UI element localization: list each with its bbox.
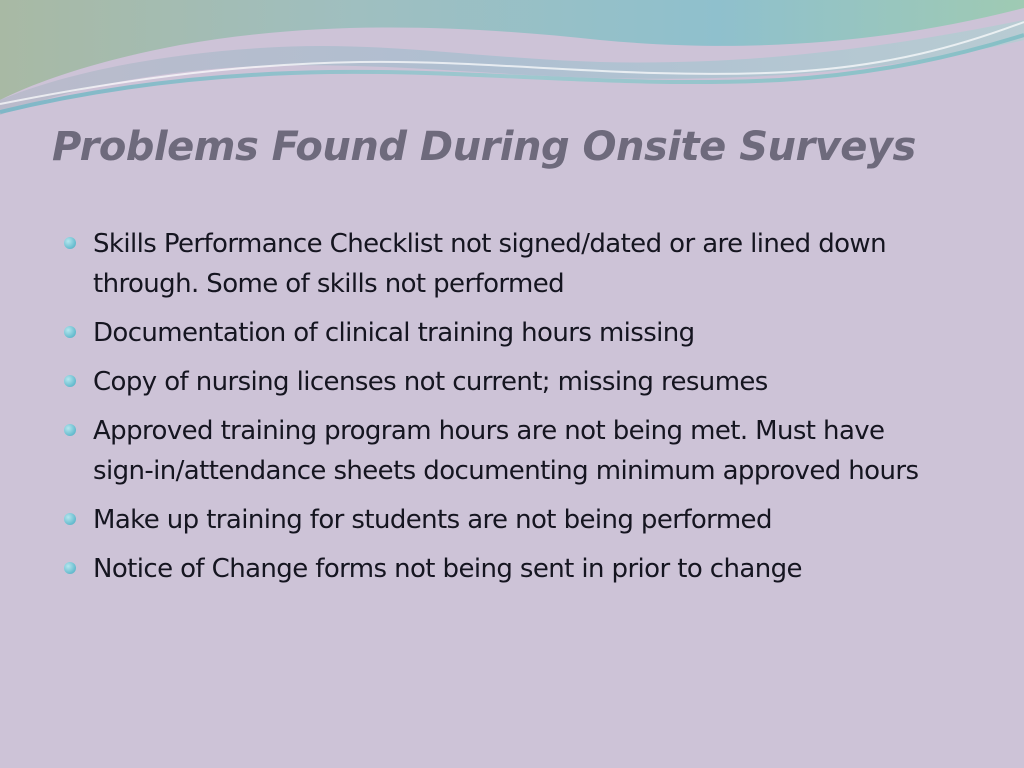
bullet-item bbox=[62, 313, 942, 353]
bullet-item bbox=[62, 224, 942, 304]
bullet-item bbox=[62, 500, 942, 540]
bullet-dot-icon bbox=[64, 424, 76, 436]
bullet-item bbox=[62, 549, 942, 589]
bullet-item bbox=[62, 411, 942, 491]
header-wave-decoration bbox=[0, 0, 1024, 130]
bullet-text: Make up training for students are not being performed bbox=[93, 505, 772, 535]
slide-title: Problems Found During Onsite Surveys bbox=[52, 124, 916, 170]
bullet-text: Documentation of clinical training hours missing bbox=[93, 318, 695, 348]
bullet-item bbox=[62, 362, 942, 402]
bullet-list bbox=[62, 224, 942, 598]
bullet-text: Notice of Change forms not being sent in prior to change bbox=[93, 554, 802, 584]
bullet-text: Approved training program hours are not being met. Must have sign-in/attendance sheets documenting minimum approved hours bbox=[93, 416, 919, 486]
bullet-dot-icon bbox=[64, 237, 76, 249]
bullet-text: Copy of nursing licenses not current; missing resumes bbox=[93, 367, 768, 397]
bullet-dot-icon bbox=[64, 513, 76, 525]
bullet-dot-icon bbox=[64, 375, 76, 387]
bullet-text: Skills Performance Checklist not signed/dated or are lined down through. Some of skills not performed bbox=[93, 229, 886, 299]
bullet-dot-icon bbox=[64, 562, 76, 574]
bullet-dot-icon bbox=[64, 326, 76, 338]
